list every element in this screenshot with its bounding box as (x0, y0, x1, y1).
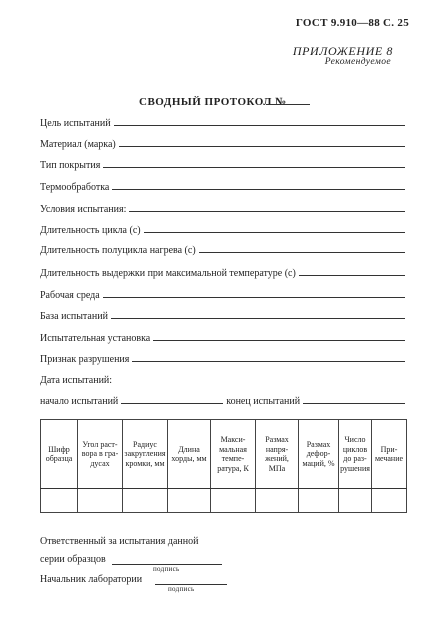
lab-head-label: Начальник лаборатории (40, 574, 143, 585)
table-row (41, 489, 407, 513)
field-coating: Тип покрытия (40, 160, 405, 171)
col-header-cycles: Число циклов до разрушения (339, 420, 372, 489)
field-heating-half-cycle: Длительность полуцикла нагрева (с) (40, 245, 405, 256)
col-header-note: Примечание (372, 420, 407, 489)
field-goal: Цель испытаний (40, 118, 405, 129)
field-medium: Рабочая среда (40, 290, 405, 301)
protocol-number-line (266, 104, 310, 105)
field-cycle-duration: Длительность цикла (с) (40, 225, 405, 236)
signature-caption-1: подпись (153, 565, 180, 573)
end-label: конец испытаний (226, 396, 301, 407)
appendix-status: Рекомендуемое (324, 57, 391, 67)
field-test-setup: Испытательная установка (40, 333, 405, 344)
protocol-title: СВОДНЫЙ ПРОТОКОЛ № (139, 96, 287, 108)
col-header-edge-radius: Радиус закругления кромки, мм (123, 420, 168, 489)
col-header-max-temp: Максимальная температура, К (211, 420, 256, 489)
field-test-date: Дата испытаний: (40, 375, 113, 386)
appendix-title: ПРИЛОЖЕНИЕ 8 (292, 44, 393, 58)
field-heat-treatment: Термообработка (40, 182, 405, 193)
col-header-sample-code: Шифр образца (41, 420, 78, 489)
responsible-label-line1: Ответственный за испытания данной (40, 536, 199, 547)
signature-caption-2: подпись (168, 585, 195, 593)
col-header-chord-length: Длина хорды, мм (168, 420, 211, 489)
responsible-label-line2: серии образцов (40, 554, 106, 565)
field-test-base: База испытаний (40, 311, 405, 322)
table-header-row (41, 420, 407, 489)
gost-reference: ГОСТ 9.910—88 С. 25 (295, 17, 409, 29)
field-material: Материал (марка) (40, 139, 405, 150)
field-conditions: Условия испытания: (40, 204, 405, 215)
start-label: начало испытаний (40, 396, 119, 407)
col-header-stress-range: Размах напряжений, МПа (256, 420, 299, 489)
field-hold-duration: Длительность выдержки при максимальной температуре (с) (40, 268, 405, 279)
test-date-range (40, 396, 405, 407)
results-table (40, 419, 407, 513)
col-header-angle: Угол раствора в градусах (78, 420, 123, 489)
field-failure-criterion: Признак разрушения (40, 354, 405, 365)
col-header-strain-range: Размах деформаций, % (299, 420, 339, 489)
